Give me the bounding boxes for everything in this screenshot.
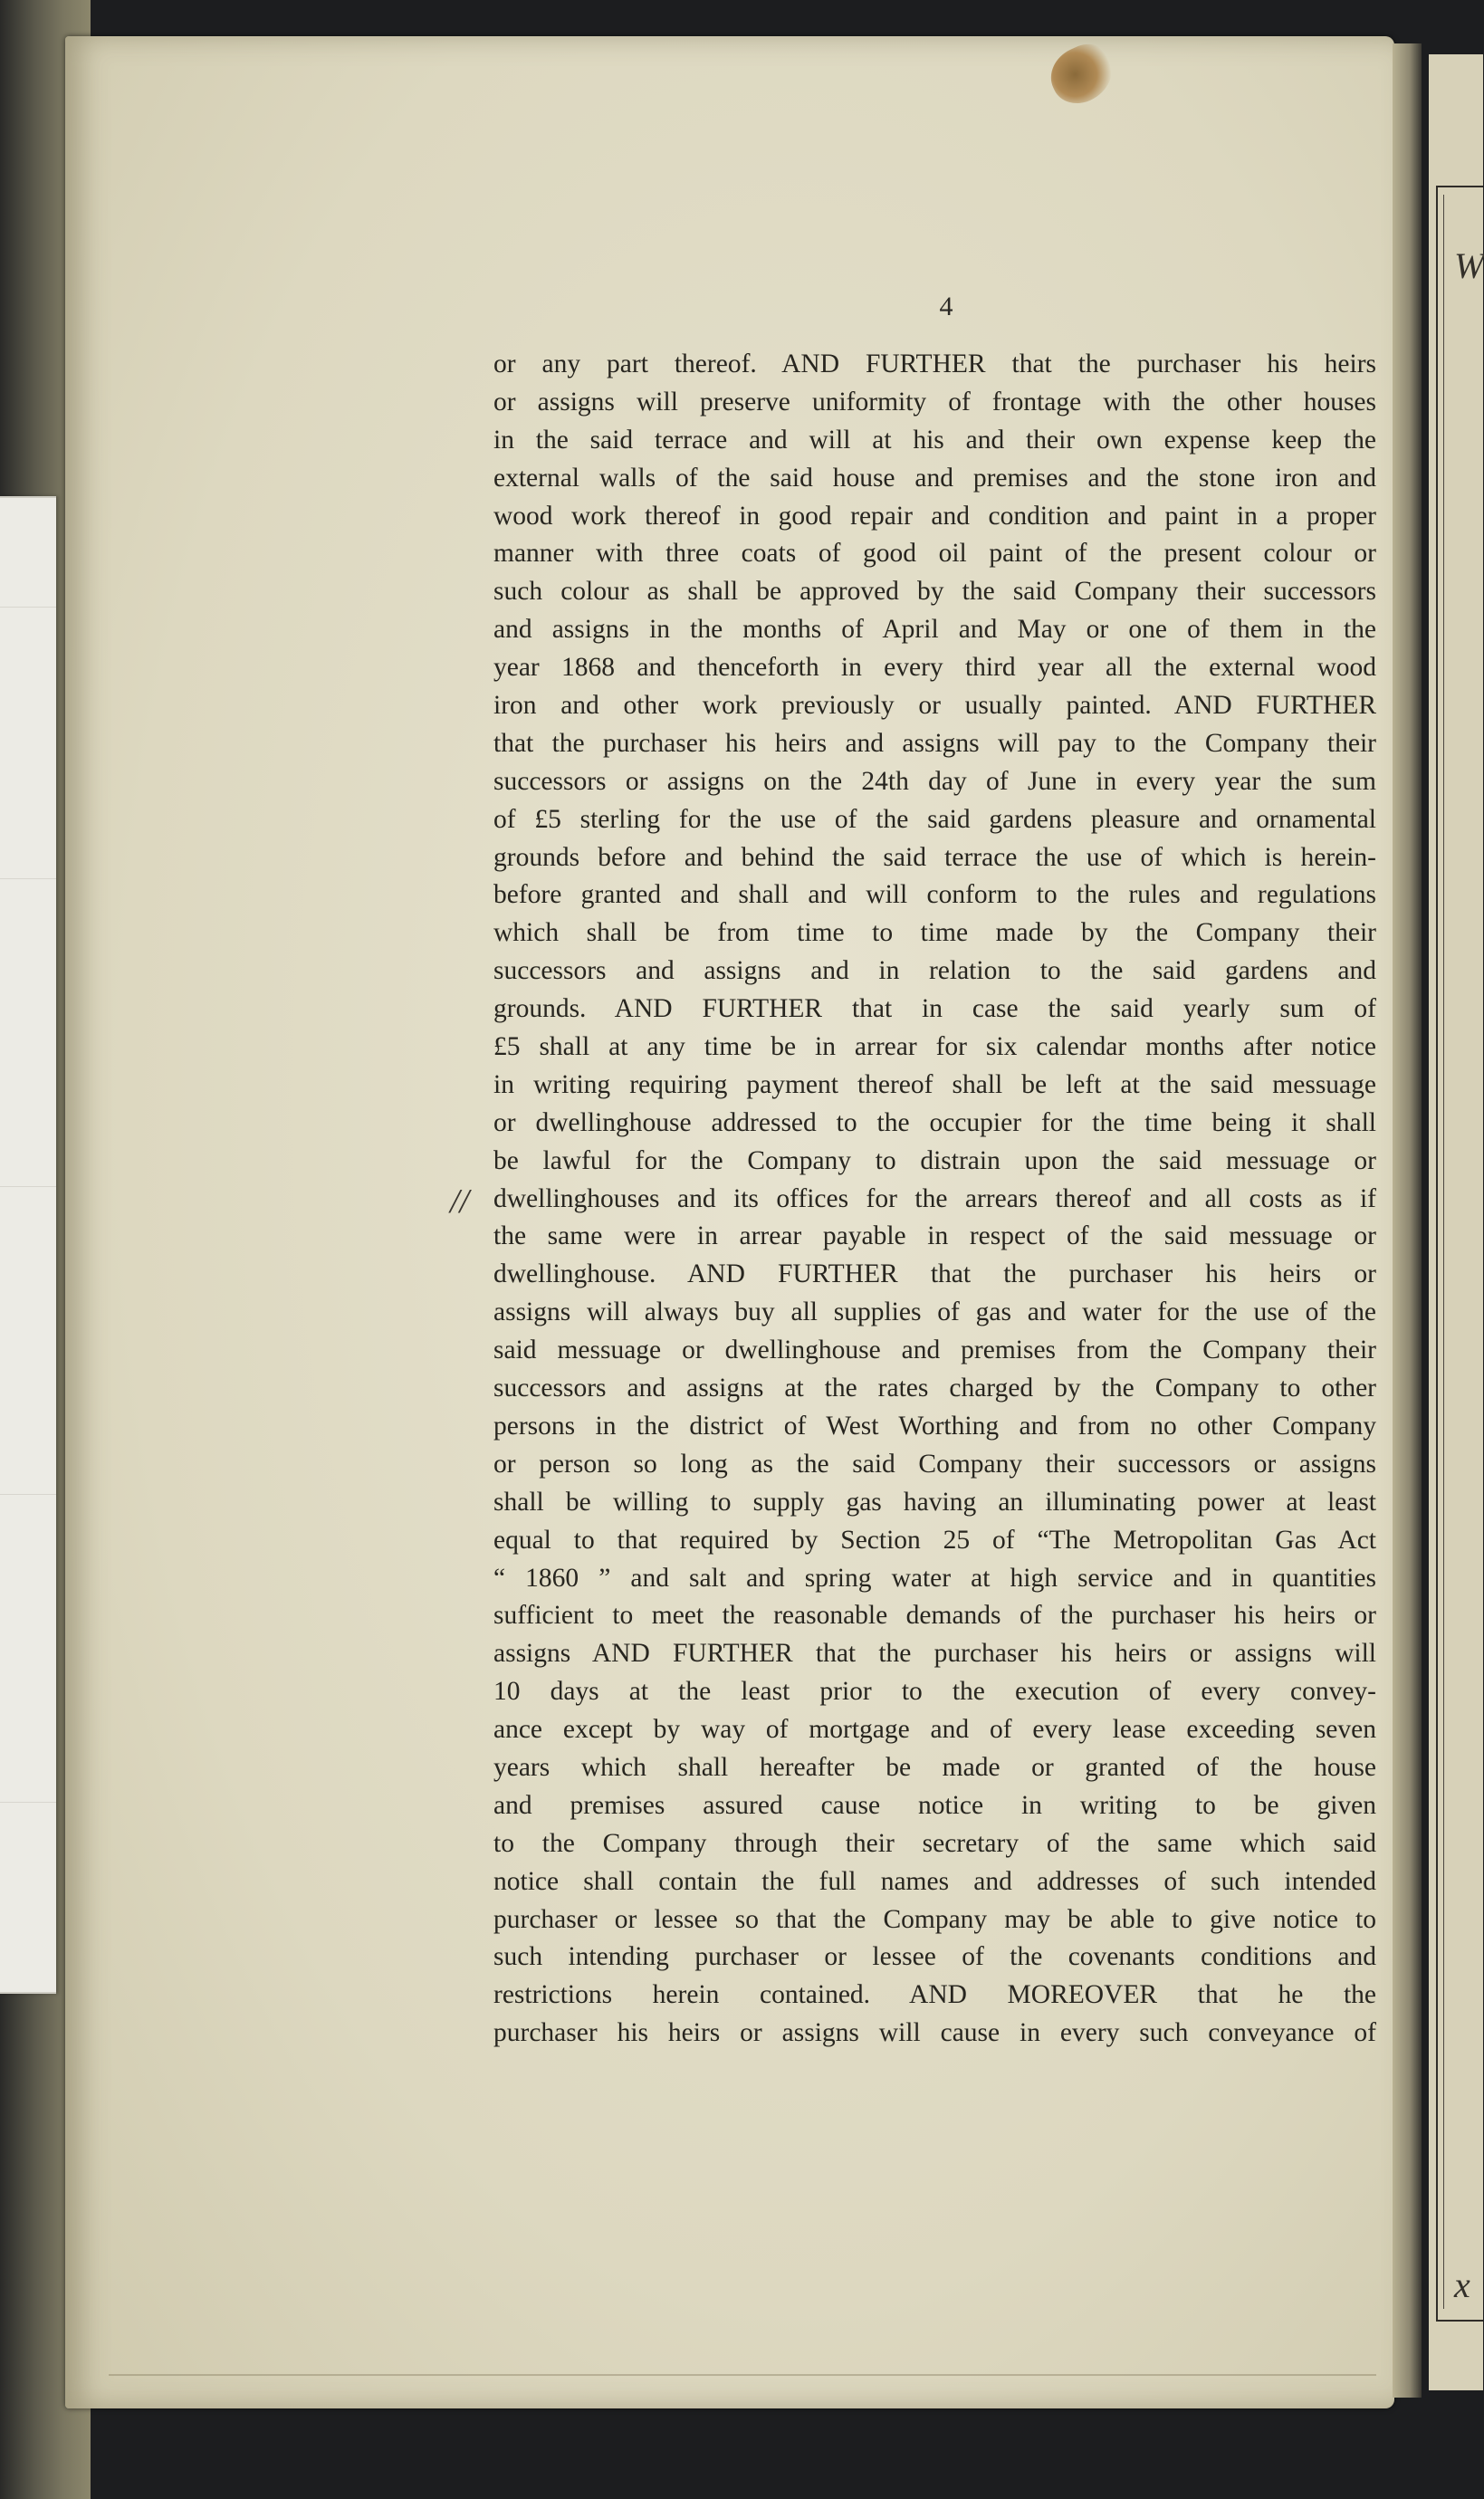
adjacent-page-handwriting-top: W bbox=[1454, 245, 1484, 286]
text-line: iron and other work previously or usually painted. AND FURTHER bbox=[493, 691, 1376, 721]
handwritten-margin-mark: // bbox=[450, 1182, 470, 1221]
text-line: 10 days at the least prior to the execution of every convey- bbox=[493, 1677, 1376, 1707]
text-line: said messuage or dwellinghouse and premises from the Company their bbox=[493, 1336, 1376, 1365]
inserted-slip bbox=[0, 496, 56, 1994]
text-line: years which shall hereafter be made or granted of the house bbox=[493, 1752, 1376, 1782]
text-line: assigns will always buy all supplies of gas and water for the use of the bbox=[493, 1297, 1376, 1327]
text-line: such colour as shall be approved by the said Company their successors bbox=[493, 577, 1376, 607]
text-line: successors and assigns and in relation to the said gardens and bbox=[493, 956, 1376, 986]
page-edge-shadow bbox=[1393, 43, 1422, 2398]
text-line: notice shall contain the full names and addresses of such intended bbox=[493, 1866, 1376, 1896]
text-line: £5 shall at any time be in arrear for six calendar months after notice bbox=[493, 1032, 1376, 1062]
text-line: grounds before and behind the said terrace the use of which is herein- bbox=[493, 842, 1376, 872]
text-line: or any part thereof. AND FURTHER that the purchaser his heirs bbox=[493, 349, 1376, 378]
text-line: grounds. AND FURTHER that in case the said yearly sum of bbox=[493, 994, 1376, 1024]
adjacent-page-handwriting-bottom: x bbox=[1454, 2264, 1470, 2305]
text-line: dwellinghouse. AND FURTHER that the purchaser his heirs or bbox=[493, 1259, 1376, 1289]
text-line: in the said terrace and will at his and their own expense keep the bbox=[493, 425, 1376, 455]
text-line: in writing requiring payment thereof shall be left at the said messuage bbox=[493, 1069, 1376, 1099]
text-line: of £5 sterling for the use of the said gardens pleasure and ornamental bbox=[493, 804, 1376, 834]
text-line: successors or assigns on the 24th day of June in every year the sum bbox=[493, 766, 1376, 796]
text-line: successors and assigns at the rates charged by the Company to other bbox=[493, 1374, 1376, 1403]
adjacent-page-inner-rule bbox=[1443, 195, 1482, 2309]
text-line: or dwellinghouse addressed to the occupier for the time being it shall bbox=[493, 1107, 1376, 1137]
text-line: which shall be from time to time made by the Company their bbox=[493, 918, 1376, 948]
text-line: wood work thereof in good repair and condition and paint in a proper bbox=[493, 501, 1376, 531]
text-line: assigns AND FURTHER that the purchaser his heirs or assigns will bbox=[493, 1639, 1376, 1669]
text-line: equal to that required by Section 25 of “The Metropolitan Gas Act bbox=[493, 1525, 1376, 1555]
text-line: or assigns will preserve uniformity of frontage with the other houses bbox=[493, 387, 1376, 416]
text-line: and assigns in the months of April and May or one of them in the bbox=[493, 615, 1376, 645]
page-number: 4 bbox=[939, 292, 953, 321]
adjacent-page bbox=[1429, 54, 1483, 2390]
page-bottom-crease bbox=[109, 2374, 1376, 2376]
text-line: external walls of the said house and premises and the stone iron and bbox=[493, 463, 1376, 493]
text-line: that the purchaser his heirs and assigns will pay to the Company their bbox=[493, 728, 1376, 758]
text-line: be lawful for the Company to distrain upon the said messuage or bbox=[493, 1145, 1376, 1175]
text-line: ance except by way of mortgage and of every lease exceeding seven bbox=[493, 1715, 1376, 1745]
text-line: or person so long as the said Company their successors or assigns bbox=[493, 1449, 1376, 1479]
text-line: “ 1860 ” and salt and spring water at high service and in quantities bbox=[493, 1563, 1376, 1593]
text-line: purchaser his heirs or assigns will cause in every such conveyance of bbox=[493, 2018, 1376, 2048]
text-line: purchaser or lessee so that the Company may be able to give notice to bbox=[493, 1904, 1376, 1934]
text-line: before granted and shall and will conform to the rules and regulations bbox=[493, 880, 1376, 910]
text-line: persons in the district of West Worthing and from no other Company bbox=[493, 1411, 1376, 1441]
text-line: to the Company through their secretary of the same which said bbox=[493, 1828, 1376, 1858]
text-line: manner with three coats of good oil paint of the present colour or bbox=[493, 539, 1376, 569]
text-line: sufficient to meet the reasonable demands of the purchaser his heirs or bbox=[493, 1601, 1376, 1631]
text-line: dwellinghouses and its offices for the arrears thereof and all costs as if bbox=[493, 1183, 1376, 1213]
text-line: such intending purchaser or lessee of the covenants conditions and bbox=[493, 1942, 1376, 1972]
text-line: year 1868 and thenceforth in every third year all the external wood bbox=[493, 653, 1376, 683]
body-text bbox=[493, 346, 1376, 2053]
text-line: restrictions herein contained. AND MOREOVER that he the bbox=[493, 1980, 1376, 2010]
text-line: and premises assured cause notice in writing to be given bbox=[493, 1790, 1376, 1820]
text-line: shall be willing to supply gas having an illuminating power at least bbox=[493, 1487, 1376, 1517]
text-line: the same were in arrear payable in respect of the said messuage or bbox=[493, 1221, 1376, 1251]
